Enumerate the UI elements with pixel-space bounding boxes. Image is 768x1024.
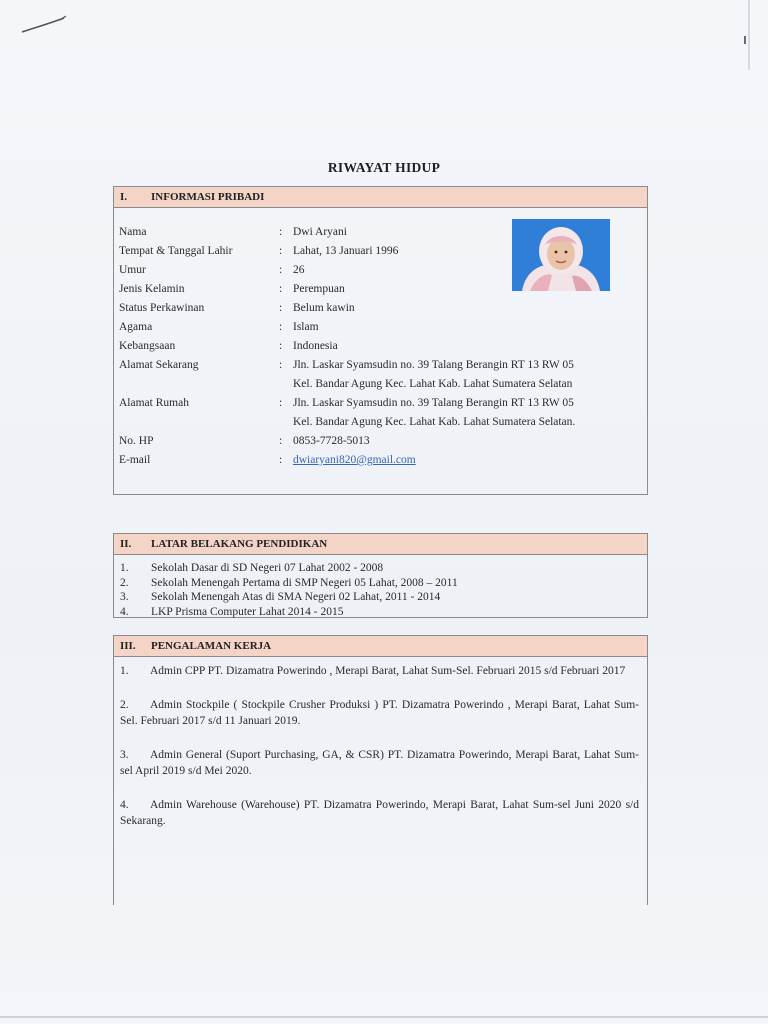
info-row (119, 337, 643, 356)
info-value: Indonesia (293, 340, 338, 352)
section-number: I. (120, 191, 128, 203)
scan-bottom-edge (0, 1016, 768, 1018)
list-item (120, 590, 647, 605)
info-row-continuation (119, 375, 643, 394)
info-label: Status Perkawinan (119, 302, 205, 314)
info-colon: : (279, 454, 283, 466)
info-value: Dwi Aryani (293, 226, 347, 238)
list-item (120, 605, 647, 620)
education-list (114, 555, 647, 619)
scan-edge (748, 0, 750, 70)
info-row (119, 394, 643, 413)
scan-mark (744, 36, 746, 44)
list-number: 1. (120, 665, 129, 677)
list-number: 4. (120, 605, 129, 618)
section-header (114, 636, 647, 657)
list-text: Admin General (Suport Purchasing, GA, & CSR) PT. Dizamatra Powerindo, Merapi Barat, Lahat Sum-sel April 2019 s/d Mei 2020. (120, 749, 639, 777)
list-text: Sekolah Dasar di SD Negeri 07 Lahat 2002 - 2008 (151, 562, 384, 574)
document-title: RIWAYAT HIDUP (327, 160, 441, 175)
list-item (120, 561, 647, 576)
list-item (120, 697, 639, 729)
profile-photo (512, 219, 610, 291)
info-label: Nama (119, 226, 147, 238)
info-colon: : (279, 226, 283, 238)
info-label: No. HP (119, 435, 154, 447)
info-row (119, 432, 643, 451)
info-row (119, 451, 643, 470)
info-value: Perempuan (293, 283, 345, 295)
work-list (114, 657, 647, 829)
list-text: Admin Warehouse (Warehouse) PT. Dizamatra Powerindo, Merapi Barat, Lahat Sum-sel Juni 2020 s/d Sekarang. (120, 799, 639, 827)
portrait-icon (512, 219, 610, 291)
info-colon: : (279, 283, 283, 295)
section-heading: PENGALAMAN KERJA (151, 640, 272, 652)
section-number: III. (120, 640, 136, 652)
info-colon: : (279, 245, 283, 257)
info-label: Alamat Sekarang (119, 359, 199, 371)
info-label: E-mail (119, 454, 151, 466)
list-number: 2. (120, 576, 129, 589)
list-number: 3. (120, 591, 129, 603)
info-row-continuation (119, 413, 643, 432)
info-label: Jenis Kelamin (119, 283, 185, 295)
info-colon: : (279, 321, 283, 333)
section-header (114, 187, 647, 208)
list-text: Sekolah Menengah Pertama di SMP Negeri 05 Lahat, 2008 – 2011 (151, 576, 458, 589)
info-value: 0853-7728-5013 (293, 435, 370, 447)
info-value-line2: Kel. Bandar Agung Kec. Lahat Kab. Lahat Sumatera Selatan. (293, 416, 576, 428)
section-education (113, 533, 648, 618)
info-colon: : (279, 340, 283, 352)
info-label: Alamat Rumah (119, 397, 189, 409)
list-number: 4. (120, 799, 129, 811)
info-colon: : (279, 302, 283, 314)
info-label: Umur (119, 264, 146, 276)
list-text: LKP Prisma Computer Lahat 2014 - 2015 (151, 605, 344, 618)
info-label: Tempat & Tanggal Lahir (119, 245, 233, 257)
pen-scribble-mark (20, 14, 68, 36)
list-text: Admin CPP PT. Dizamatra Powerindo , Merapi Barat, Lahat Sum-Sel. Februari 2015 s/d Februari 2017 (150, 665, 626, 677)
list-text: Sekolah Menengah Atas di SMA Negeri 02 Lahat, 2011 - 2014 (151, 591, 441, 603)
info-label: Kebangsaan (119, 340, 176, 352)
section-number: II. (120, 538, 132, 550)
info-value: Islam (293, 321, 319, 333)
list-number: 3. (120, 749, 129, 761)
email-link[interactable]: dwiaryani820@gmail.com (293, 454, 416, 466)
info-colon: : (279, 359, 283, 371)
list-number: 2. (120, 699, 129, 711)
section-header (114, 534, 647, 555)
section-personal-info (113, 186, 648, 495)
info-value: Belum kawin (293, 302, 355, 314)
info-row (119, 299, 643, 318)
section-heading: LATAR BELAKANG PENDIDIKAN (151, 538, 328, 550)
info-value: Jln. Laskar Syamsudin no. 39 Talang Berangin RT 13 RW 05 (293, 397, 574, 409)
list-item (120, 663, 639, 679)
info-value: Lahat, 13 Januari 1996 (293, 245, 399, 257)
section-heading: INFORMASI PRIBADI (151, 191, 265, 203)
list-item (120, 576, 647, 591)
info-colon: : (279, 264, 283, 276)
info-colon: : (279, 397, 283, 409)
list-item (120, 797, 639, 829)
list-number: 1. (120, 562, 129, 574)
info-value-line2: Kel. Bandar Agung Kec. Lahat Kab. Lahat Sumatera Selatan (293, 378, 573, 390)
info-label: Agama (119, 321, 153, 333)
list-text: Admin Stockpile ( Stockpile Crusher Produksi ) PT. Dizamatra Powerindo , Merapi Barat, Lahat Sum-Sel. Februari 2017 s/d 11 Januari 2019. (120, 699, 639, 727)
info-value: Jln. Laskar Syamsudin no. 39 Talang Berangin RT 13 RW 05 (293, 359, 574, 371)
info-value: 26 (293, 264, 305, 276)
info-row (119, 356, 643, 375)
info-colon: : (279, 435, 283, 447)
info-row (119, 318, 643, 337)
section-work-experience (113, 635, 648, 905)
list-item (120, 747, 639, 779)
